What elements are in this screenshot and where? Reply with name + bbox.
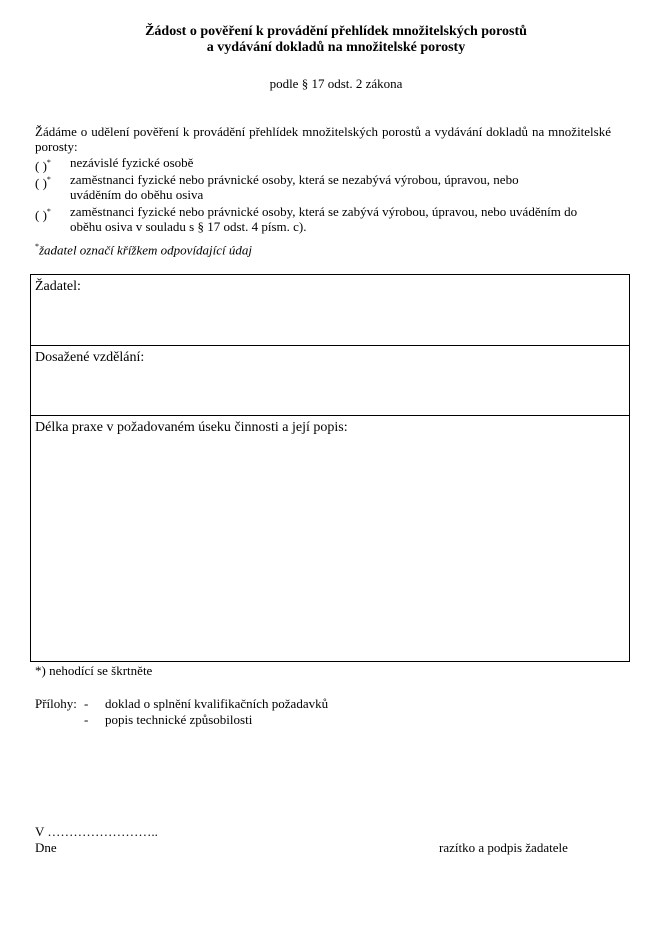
stamp-signature-label: razítko a podpis žadatele [439, 840, 568, 855]
attachment-bullet-1: - [84, 696, 89, 711]
attachment-item-1: doklad o splnění kvalifikačních požadavků [105, 696, 329, 711]
option-checkbox-2[interactable]: ( )* [35, 175, 51, 191]
application-form-table [30, 274, 630, 662]
attachment-item-2: popis technické způsobilosti [105, 712, 253, 727]
legal-basis: podle § 17 odst. 2 zákona [269, 76, 403, 91]
practice-field[interactable] [31, 416, 629, 661]
selection-footnote: *žadatel označí křížkem odpovídající údaj [35, 242, 253, 258]
option-checkbox-1[interactable]: ( )* [35, 158, 51, 174]
strike-note: *) nehodící se škrtněte [35, 663, 153, 678]
document-title-line2: a vydávání dokladů na množitelské porosty [206, 40, 466, 55]
education-label: Dosažené vzdělání: [35, 350, 145, 365]
intro-paragraph: Žádáme o udělení pověření k provádění přehlídek množitelských porostů a vydávání dokladů na množitelské porosty: [35, 124, 611, 154]
attachments-label: Přílohy: [35, 696, 77, 711]
applicant-label: Žadatel: [35, 279, 81, 294]
date-label: Dne [35, 840, 57, 855]
practice-label: Délka praxe v požadovaném úseku činnosti a její popis: [35, 420, 348, 435]
option-text-2: zaměstnanci fyzické nebo právnické osoby, která se nezabývá výrobou, úpravou, nebo uváděním do oběhu osiva [70, 172, 519, 202]
option-checkbox-3[interactable]: ( )* [35, 207, 51, 223]
attachment-bullet-2: - [84, 712, 89, 727]
option-text-3: zaměstnanci fyzické nebo právnické osoby, která se zabývá výrobou, úpravou, nebo uváděním do oběhu osiva v souladu s § 17 odst. 4 písm. c). [70, 204, 578, 234]
applicant-field[interactable] [31, 275, 629, 346]
option-text-1: nezávislé fyzické osobě [70, 155, 194, 170]
place-line: V …………………….. [35, 824, 158, 839]
education-field[interactable] [31, 346, 629, 416]
document-title-line1: Žádost o pověření k provádění přehlídek množitelských porostů [145, 24, 527, 39]
